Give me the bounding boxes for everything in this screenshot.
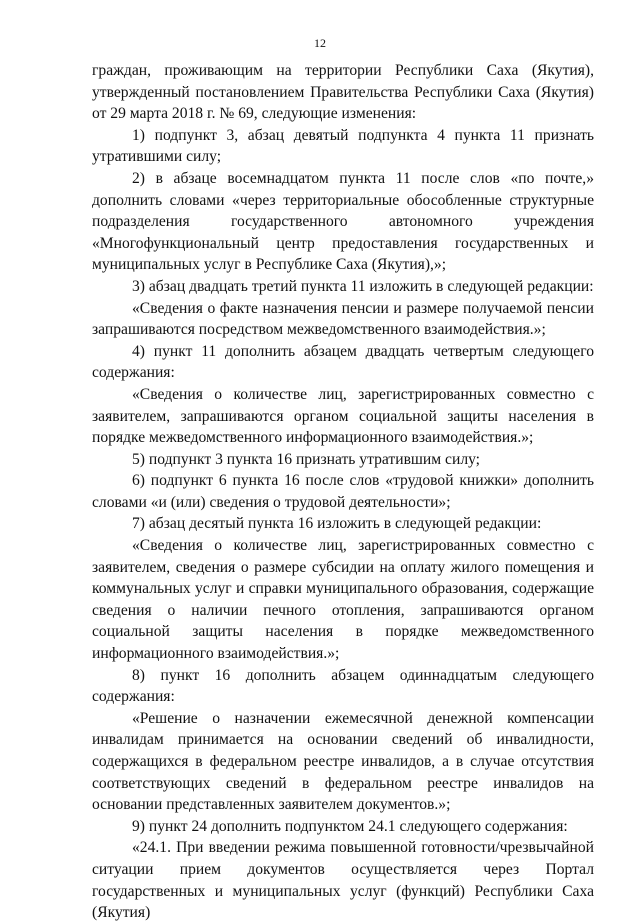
paragraph-item-9: 9) пункт 24 дополнить подпунктом 24.1 следующего содержания:	[132, 817, 568, 835]
paragraph-quote-7: «Сведения о количестве лиц, зарегистрированных совместно с заявителем, сведения о размере субсидии на оплату жилого помещения и коммунальных услуг и справки муниципального образования, содержащие сведения о наличии печного отопления, запрашиваются органом социальной защиты населения в порядке межведомственного информационного взаимодействия.»;	[92, 537, 594, 663]
paragraph-item-5: 5) подпункт 3 пункта 16 признать утратившим силу;	[132, 450, 481, 468]
paragraph-item-3: 3) абзац двадцать третий пункта 11 изложить в следующей редакции:	[132, 277, 594, 295]
paragraph-item-6: 6) подпункт 6 пункта 16 после слов «трудовой книжки» дополнить словами «и (или) сведения о трудовой деятельности»;	[92, 472, 594, 511]
paragraph-quote-9: «24.1. При введении режима повышенной готовности/чрезвычайной ситуации прием документов осуществляется через Портал государственных и муниципальных услуг (функций) Республики Саха (Якутия)	[92, 839, 594, 922]
document-body	[92, 60, 594, 924]
paragraph-item-7: 7) абзац десятый пункта 16 изложить в следующей редакции:	[132, 515, 542, 533]
page-number: 12	[314, 36, 326, 50]
paragraph-item-8: 8) пункт 16 дополнить абзацем одиннадцатым следующего содержания:	[92, 666, 594, 706]
paragraph-intro: граждан, проживающим на территории Республики Саха (Якутия), утвержденный постановлением Правительства Республики Саха (Якутия) от 29 марта 2018 г. № 69, следующие изменения:	[92, 62, 594, 123]
paragraph-quote-3: «Сведения о факте назначения пенсии и размере получаемой пенсии запрашиваются посредством межведомственного взаимодействия.»;	[92, 299, 594, 339]
paragraph-item-1: 1) подпункт 3, абзац девятый подпункта 4 пункта 11 признать утратившими силу;	[92, 126, 594, 166]
paragraph-item-4: 4) пункт 11 дополнить абзацем двадцать четвертым следующего содержания:	[92, 342, 594, 382]
paragraph-quote-8: «Решение о назначении ежемесячной денежной компенсации инвалидам принимается на основании сведений об инвалидности, содержащихся в федеральном реестре инвалидов, а в случае отсутствия соответствующих сведений в федеральном реестре инвалидов на основании представленных заявителем документов.»;	[92, 709, 594, 814]
paragraph-quote-4: «Сведения о количестве лиц, зарегистрированных совместно с заявителем, запрашиваются органом социальной защиты населения в порядке межведомственного информационного взаимодействия.»;	[92, 385, 594, 447]
paragraph-item-2: 2) в абзаце восемнадцатом пункта 11 после слов «по почте,» дополнить словами «через территориальные обособленные структурные подразделения государственного автономного учреждения «Многофункциональный центр предоставления государственных и муниципальных услуг в Республике Саха (Якутия),»;	[92, 169, 594, 274]
